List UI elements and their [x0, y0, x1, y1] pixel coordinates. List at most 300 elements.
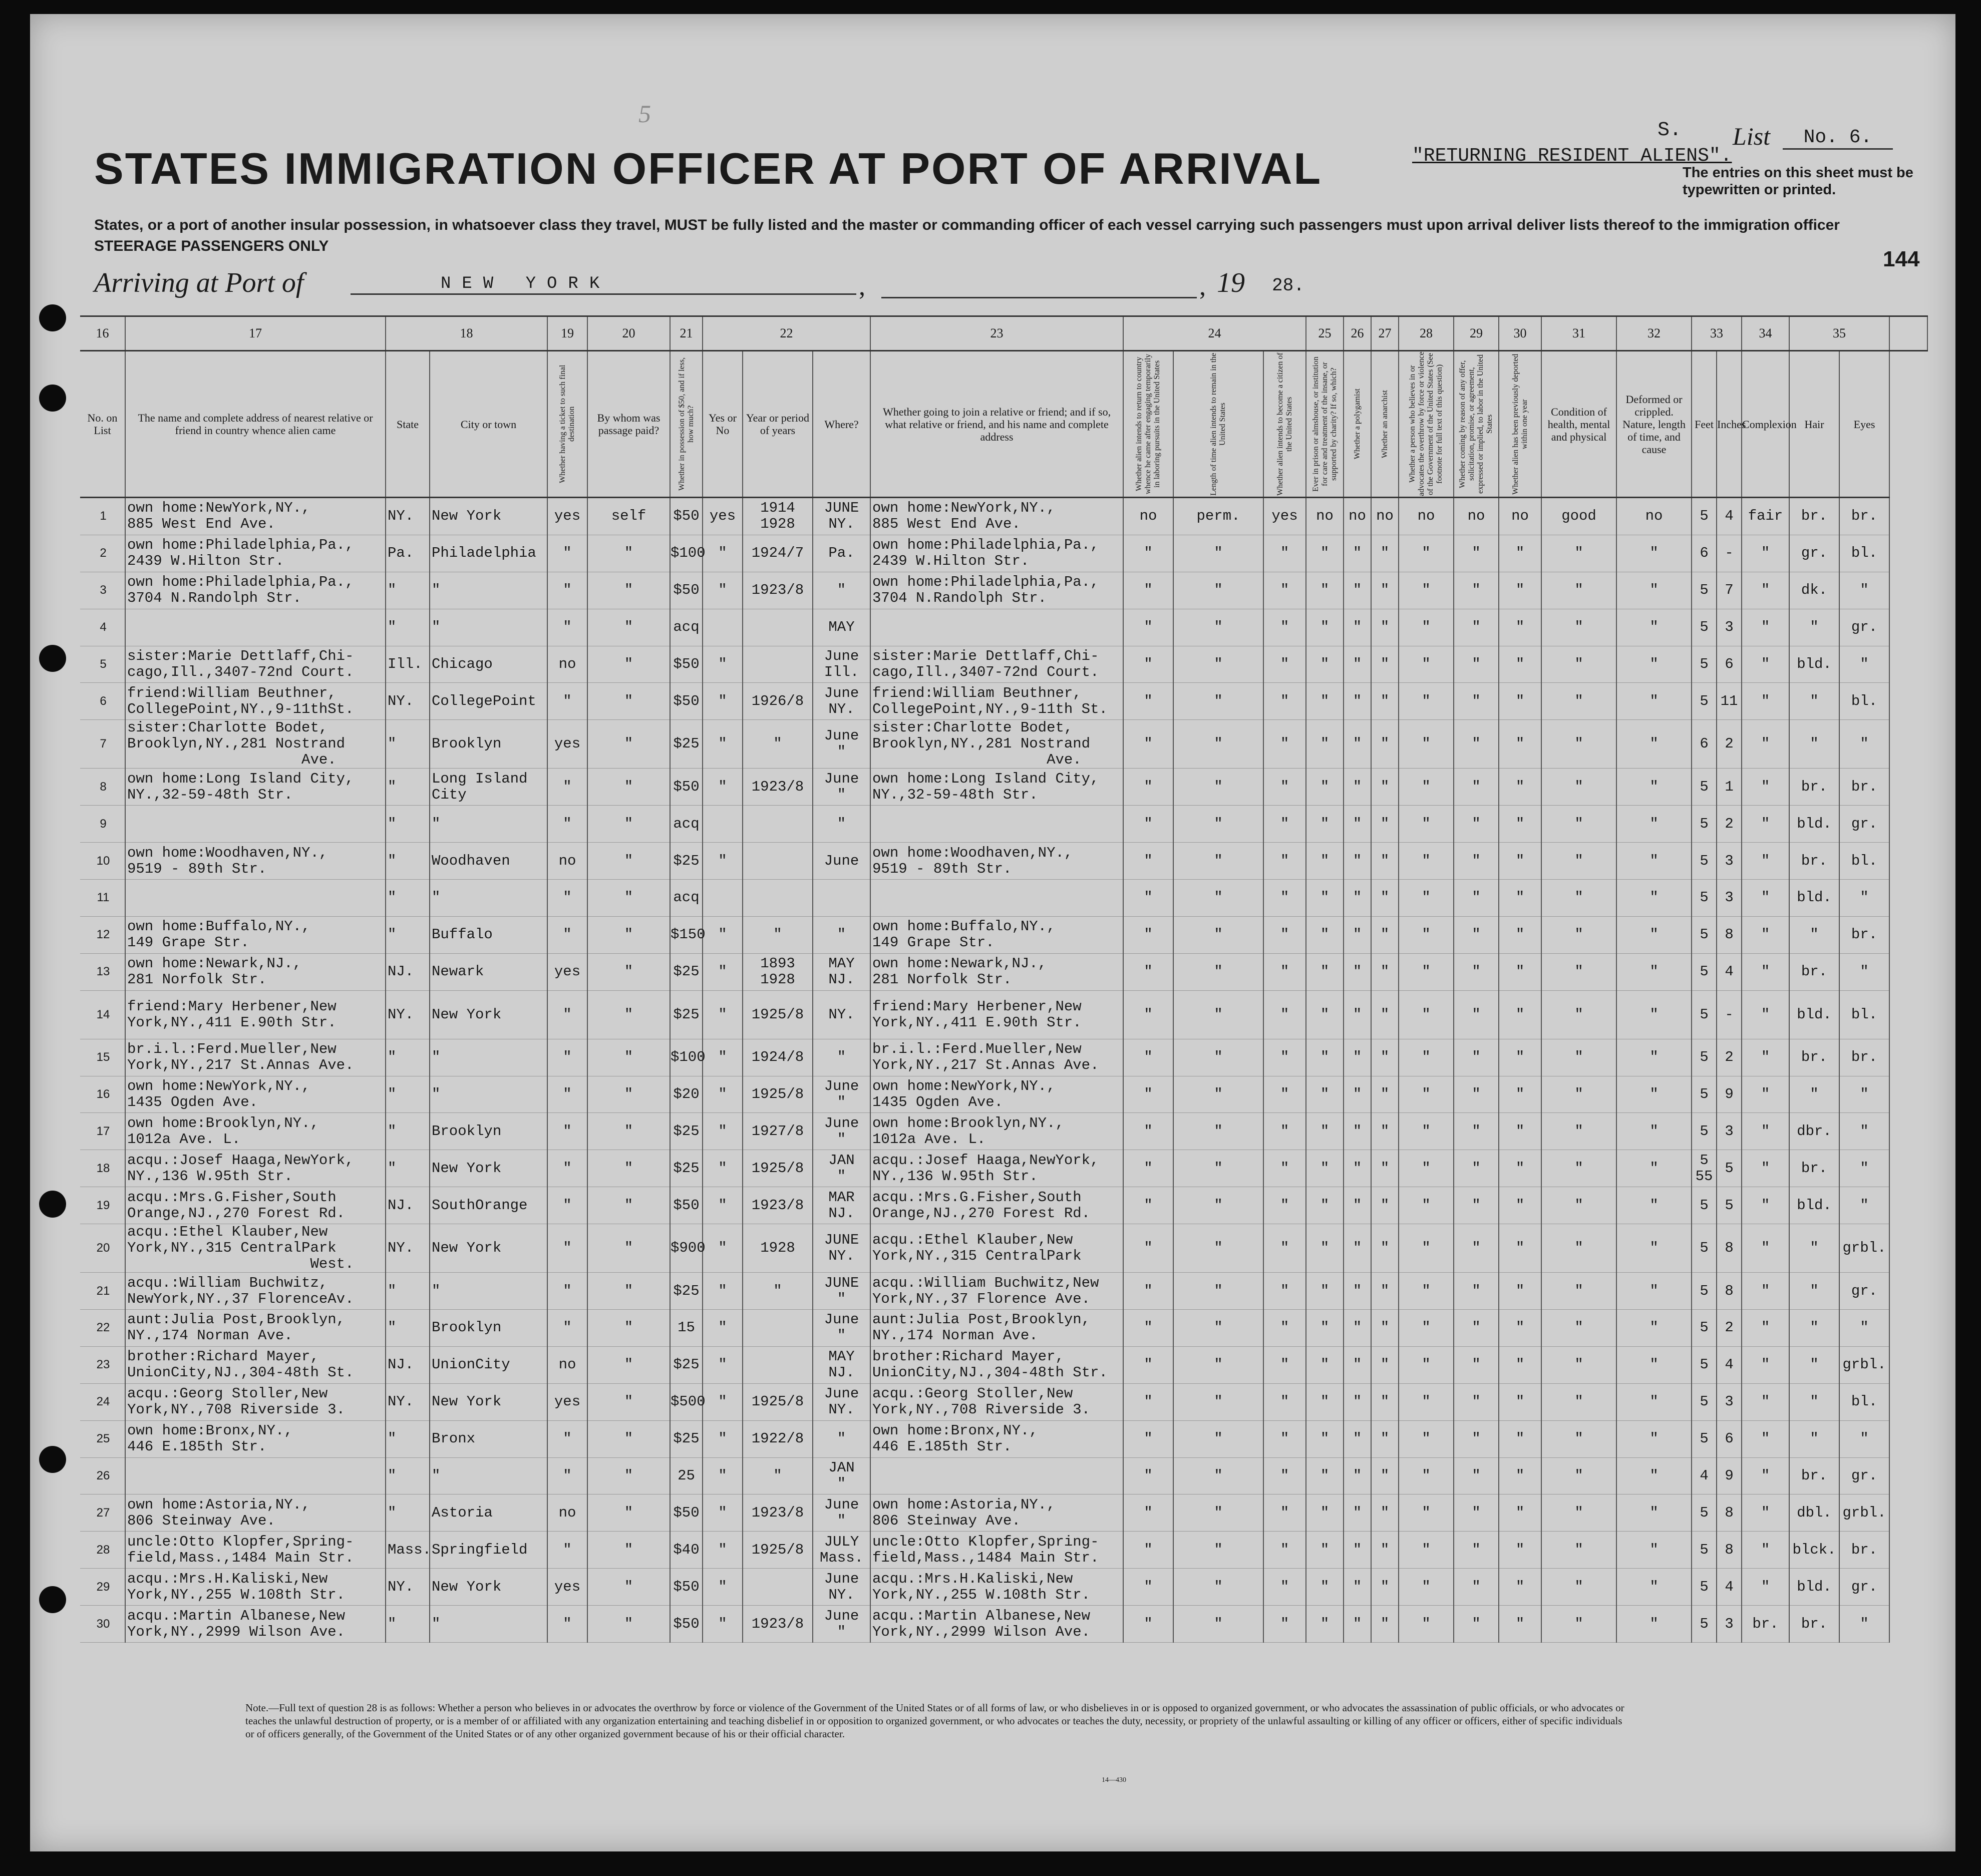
health-cell: " [1541, 990, 1616, 1039]
before-cell: " [703, 1113, 743, 1150]
purpose-return-cell: " [1123, 916, 1173, 953]
manifest-row [80, 1420, 1927, 1457]
purpose-return-cell: " [1123, 572, 1173, 609]
manifest-row [80, 683, 1927, 720]
state-cell: " [386, 1494, 430, 1532]
city-cell: " [430, 609, 547, 646]
prison-cell: " [1306, 572, 1344, 609]
binder-hole [39, 304, 66, 331]
nearest-relative-cell: own home:Buffalo,NY., 149 Grape Str. [125, 916, 386, 953]
q29-cell: " [1454, 1346, 1499, 1383]
manifest-row [80, 720, 1927, 769]
purpose-return-cell: " [1123, 1457, 1173, 1494]
purpose-return-cell: " [1123, 1310, 1173, 1347]
list-number-cell: 17 [80, 1113, 125, 1150]
complexion-cell: " [1742, 880, 1789, 917]
polygamist-cell: " [1344, 1310, 1371, 1347]
q28-cell: " [1399, 769, 1454, 806]
purpose-return-cell: no [1123, 498, 1173, 535]
q29-cell: " [1454, 1569, 1499, 1606]
ticket-cell: " [547, 609, 587, 646]
year-cell: 1926/8 [743, 683, 813, 720]
q28-header [1399, 351, 1454, 498]
anarchist-cell: " [1371, 990, 1399, 1039]
q28-cell: " [1399, 1420, 1454, 1457]
health-cell: " [1541, 1383, 1616, 1420]
passage-paid-cell: " [587, 990, 670, 1039]
passage-paid-cell: " [587, 1457, 670, 1494]
year-cell: 1924/7 [743, 535, 813, 572]
health-cell: " [1541, 535, 1616, 572]
inches-cell: 3 [1717, 1606, 1742, 1643]
polygamist-cell: " [1344, 1420, 1371, 1457]
polygamist-cell: " [1344, 990, 1371, 1039]
q29-cell: " [1454, 1420, 1499, 1457]
purpose-length-cell: " [1173, 646, 1263, 683]
complexion-cell: " [1742, 1569, 1789, 1606]
complexion-cell: " [1742, 806, 1789, 843]
money-cell: $500 [670, 1383, 703, 1420]
state-cell: " [386, 1606, 430, 1643]
purpose-citizen-cell: " [1263, 646, 1306, 683]
health-header: Condition of health, mental and physical [1541, 351, 1616, 498]
q28-cell: " [1399, 1494, 1454, 1532]
deformed-cell: " [1616, 990, 1692, 1039]
deformed-cell: " [1616, 535, 1692, 572]
hair-cell: " [1789, 609, 1839, 646]
prison-cell: " [1306, 1420, 1344, 1457]
before-cell: " [703, 683, 743, 720]
join-relative-cell: own home:NewYork,NY., 885 West End Ave. [870, 498, 1123, 535]
join-relative-cell: friend:Mary Herbener,New York,NY.,411 E.90th Str. [870, 990, 1123, 1039]
hair-cell: br. [1789, 498, 1839, 535]
prison-cell: " [1306, 806, 1344, 843]
q28-cell: " [1399, 1383, 1454, 1420]
comma: , [1199, 272, 1206, 301]
inches-cell: 3 [1717, 1383, 1742, 1420]
prison-cell: " [1306, 1383, 1344, 1420]
inches-cell: 3 [1717, 609, 1742, 646]
health-cell: " [1541, 806, 1616, 843]
q29-cell: " [1454, 1494, 1499, 1532]
join-relative-cell: own home:Buffalo,NY., 149 Grape Str. [870, 916, 1123, 953]
arriving-label: Arriving at Port of [94, 267, 304, 298]
passage-paid-cell: " [587, 916, 670, 953]
city-cell: Astoria [430, 1494, 547, 1532]
state-cell: NJ. [386, 1187, 430, 1224]
inches-cell: 8 [1717, 1273, 1742, 1310]
health-cell: " [1541, 609, 1616, 646]
polygamist-cell: " [1344, 843, 1371, 880]
where-cell: Pa. [813, 535, 870, 572]
feet-cell: 5 [1692, 1310, 1717, 1347]
before-cell: " [703, 1494, 743, 1532]
prison-cell: " [1306, 1076, 1344, 1113]
money-cell: acq [670, 880, 703, 917]
purpose-citizen-cell: " [1263, 1457, 1306, 1494]
prison-cell: " [1306, 720, 1344, 769]
hair-cell: br. [1789, 769, 1839, 806]
q29-cell: " [1454, 1383, 1499, 1420]
hair-cell: " [1789, 1076, 1839, 1113]
list-number-cell: 20 [80, 1224, 125, 1273]
feet-cell: 6 [1692, 535, 1717, 572]
eyes-cell: " [1839, 880, 1889, 917]
q29-cell: " [1454, 1273, 1499, 1310]
eyes-cell: gr. [1839, 1569, 1889, 1606]
before-cell: " [703, 1150, 743, 1187]
purpose-return-cell: " [1123, 1606, 1173, 1643]
purpose-citizen-cell: " [1263, 535, 1306, 572]
q30-cell: " [1499, 843, 1541, 880]
feet-cell: 5 [1692, 1494, 1717, 1532]
hair-cell: " [1789, 720, 1839, 769]
polygamist-cell: " [1344, 953, 1371, 990]
purpose-return-header-text: Whether alien intends to return to country whence he came after engaging temporarily in laboring pursuits in the United States [1135, 353, 1162, 495]
ticket-cell: " [547, 1113, 587, 1150]
before-cell: " [703, 535, 743, 572]
complexion-cell: " [1742, 916, 1789, 953]
ticket-cell: " [547, 1076, 587, 1113]
prison-header [1306, 351, 1344, 498]
nearest-relative-cell: aunt:Julia Post,Brooklyn, NY.,174 Norman Ave. [125, 1310, 386, 1347]
binder-hole [39, 645, 66, 672]
manifest-row [80, 1569, 1927, 1606]
purpose-length-cell: " [1173, 1383, 1263, 1420]
inches-cell: 8 [1717, 916, 1742, 953]
where-cell: " [813, 806, 870, 843]
deformed-cell: " [1616, 720, 1692, 769]
nearest-relative-cell: acqu.:Josef Haaga,NewYork, NY.,136 W.95th Str. [125, 1150, 386, 1187]
feet-cell: 5 [1692, 646, 1717, 683]
passage-paid-cell: " [587, 1606, 670, 1643]
nearest-relative-cell: own home:Philadelphia,Pa., 2439 W.Hilton Str. [125, 535, 386, 572]
health-cell: " [1541, 1224, 1616, 1273]
inches-cell: - [1717, 535, 1742, 572]
before-cell: " [703, 1532, 743, 1569]
where-cell: MAY NJ. [813, 953, 870, 990]
year-cell [743, 843, 813, 880]
purpose-citizen-cell: " [1263, 880, 1306, 917]
anarchist-cell: " [1371, 769, 1399, 806]
nearest-relative-cell: acqu.:Ethel Klauber,New York,NY.,315 CentralPark West. [125, 1224, 386, 1273]
money-cell: $25 [670, 1150, 703, 1187]
column-number: 22 [703, 316, 870, 351]
join-relative-cell: own home:Bronx,NY., 446 E.185th Str. [870, 1420, 1123, 1457]
q29-cell: " [1454, 880, 1499, 917]
complexion-cell: " [1742, 1224, 1789, 1273]
complexion-cell: " [1742, 990, 1789, 1039]
polygamist-cell: " [1344, 1273, 1371, 1310]
feet-cell: 5 [1692, 843, 1717, 880]
deformed-cell: " [1616, 1273, 1692, 1310]
city-cell: New York [430, 1569, 547, 1606]
column-number: 20 [587, 316, 670, 351]
hair-cell: " [1789, 1310, 1839, 1347]
q30-cell: " [1499, 1457, 1541, 1494]
deformed-cell: " [1616, 1532, 1692, 1569]
purpose-return-cell: " [1123, 953, 1173, 990]
polygamist-cell: " [1344, 1494, 1371, 1532]
purpose-length-cell: " [1173, 1150, 1263, 1187]
state-cell: " [386, 609, 430, 646]
city-cell: New York [430, 498, 547, 535]
q30-cell: " [1499, 1532, 1541, 1569]
purpose-length-cell: " [1173, 1076, 1263, 1113]
feet-cell: 5 [1692, 572, 1717, 609]
where-cell: NY. [813, 990, 870, 1039]
eyes-cell: " [1839, 953, 1889, 990]
purpose-return-cell: " [1123, 769, 1173, 806]
manifest-row [80, 1150, 1927, 1187]
hair-cell: " [1789, 1420, 1839, 1457]
deformed-cell: " [1616, 806, 1692, 843]
purpose-length-cell: " [1173, 953, 1263, 990]
q29-cell: " [1454, 769, 1499, 806]
column-number: 25 [1306, 316, 1344, 351]
manifest-row [80, 1310, 1927, 1347]
column-number: 21 [670, 316, 703, 351]
state-cell: " [386, 880, 430, 917]
feet-cell: 5 55 [1692, 1150, 1717, 1187]
stamp-number: 5 [638, 100, 651, 128]
before-cell: " [703, 572, 743, 609]
purpose-return-cell: " [1123, 1420, 1173, 1457]
money-cell: acq [670, 806, 703, 843]
nearest-relative-cell: own home:Long Island City, NY.,32-59-48th Str. [125, 769, 386, 806]
q28-cell: " [1399, 843, 1454, 880]
where-cell: June Ill. [813, 646, 870, 683]
hair-cell: bld. [1789, 1187, 1839, 1224]
feet-cell: 5 [1692, 1346, 1717, 1383]
inches-cell: 7 [1717, 572, 1742, 609]
purpose-return-cell: " [1123, 806, 1173, 843]
polygamist-cell: " [1344, 720, 1371, 769]
passage-paid-cell: " [587, 769, 670, 806]
before-cell: " [703, 1273, 743, 1310]
anarchist-cell: " [1371, 1039, 1399, 1076]
list-number-cell: 22 [80, 1310, 125, 1347]
purpose-citizen-cell: " [1263, 683, 1306, 720]
health-cell: " [1541, 683, 1616, 720]
eyes-cell: bl. [1839, 683, 1889, 720]
purpose-length-cell: " [1173, 1273, 1263, 1310]
eyes-cell: br. [1839, 498, 1889, 535]
prison-cell: " [1306, 683, 1344, 720]
nearest-relative-cell: sister:Marie Dettlaff,Chi- cago,Ill.,3407-72nd Court. [125, 646, 386, 683]
typewritten-instructions: The entries on this sheet must be typewritten or printed. [1683, 165, 1913, 198]
anarchist-cell: " [1371, 1383, 1399, 1420]
list-number-cell: 23 [80, 1346, 125, 1383]
column-number: 19 [547, 316, 587, 351]
anarchist-cell: " [1371, 1113, 1399, 1150]
passage-paid-cell: " [587, 1039, 670, 1076]
passage-paid-cell: " [587, 1310, 670, 1347]
q29-cell: " [1454, 1310, 1499, 1347]
q30-cell: " [1499, 953, 1541, 990]
manifest-row [80, 806, 1927, 843]
prison-cell: " [1306, 769, 1344, 806]
manifest-row [80, 1532, 1927, 1569]
year-cell: 1923/8 [743, 1606, 813, 1643]
state-cell: NY. [386, 990, 430, 1039]
purpose-citizen-cell: " [1263, 1039, 1306, 1076]
where-cell: June NY. [813, 1569, 870, 1606]
ticket-cell: yes [547, 720, 587, 769]
manifest-row [80, 646, 1927, 683]
money-cell: $25 [670, 990, 703, 1039]
deformed-cell: " [1616, 1494, 1692, 1532]
state-cell: " [386, 1457, 430, 1494]
nearest-relative-cell: friend:Mary Herbener,New York,NY.,411 E.90th Str. [125, 990, 386, 1039]
column-number: 16 [80, 316, 125, 351]
before-cell: " [703, 646, 743, 683]
year-cell [743, 1569, 813, 1606]
health-cell: " [1541, 1346, 1616, 1383]
where-cell: " [813, 572, 870, 609]
feet-cell: 5 [1692, 609, 1717, 646]
anarchist-cell: " [1371, 1273, 1399, 1310]
state-cell: " [386, 1273, 430, 1310]
feet-cell: 6 [1692, 720, 1717, 769]
where-header: Where? [813, 351, 870, 498]
city-cell: New York [430, 1383, 547, 1420]
list-number-cell: 11 [80, 880, 125, 917]
state-cell: " [386, 1150, 430, 1187]
list-number-cell: 1 [80, 498, 125, 535]
deformed-cell: " [1616, 953, 1692, 990]
complexion-cell: " [1742, 1039, 1789, 1076]
eyes-cell: grbl. [1839, 1346, 1889, 1383]
inches-cell: 4 [1717, 953, 1742, 990]
passage-paid-cell: " [587, 1187, 670, 1224]
question-28-footnote: Note.—Full text of question 28 is as follows: Whether a person who believes in or advocates the overthrow by force or violence of the Government of the United States or of all forms of law, or who disbelieves in or is opposed to organized government, or who advocates the assassination of public officials, or who advocates or teaches the unlawful destruction of property, or is a member of or affiliated with any organization entertaining and teaching disbelief in or opposition to organized government, or who advocates or teaches the duty, necessity, or propriety of the unlawful assaulting or killing of any officer or officers, either of specific individuals or of officers generally, of the Government of the United States or of any other organized government because of his or their official character. [245, 1702, 1624, 1740]
q29-cell: " [1454, 1113, 1499, 1150]
passage-paid-cell: " [587, 1420, 670, 1457]
inches-cell: 8 [1717, 1532, 1742, 1569]
anarchist-cell: " [1371, 1187, 1399, 1224]
nearest-relative-cell [125, 1457, 386, 1494]
column-number-row [80, 316, 1927, 351]
city-cell: UnionCity [430, 1346, 547, 1383]
year-cell: 1922/8 [743, 1420, 813, 1457]
eyes-cell: br. [1839, 1532, 1889, 1569]
inches-cell: 4 [1717, 1569, 1742, 1606]
anarchist-cell: " [1371, 572, 1399, 609]
year-cell: 1923/8 [743, 1494, 813, 1532]
port-field: NEW YORK [351, 274, 856, 295]
join-relative-cell [870, 806, 1123, 843]
where-cell: June " [813, 1606, 870, 1643]
purpose-citizen-cell: " [1263, 1383, 1306, 1420]
eyes-cell: gr. [1839, 609, 1889, 646]
inches-cell: 11 [1717, 683, 1742, 720]
deformed-cell: " [1616, 1076, 1692, 1113]
q30-cell: " [1499, 1310, 1541, 1347]
year-cell: " [743, 1273, 813, 1310]
state-cell: Ill. [386, 646, 430, 683]
feet-cell: 5 [1692, 1420, 1717, 1457]
polygamist-header-text: Whether a polygamist [1353, 389, 1362, 460]
complexion-cell: " [1742, 1076, 1789, 1113]
join-relative-header: Whether going to join a relative or friend; and if so, what relative or friend, and his name and complete address [870, 351, 1123, 498]
passage-paid-cell: self [587, 498, 670, 535]
column-number: 31 [1541, 316, 1616, 351]
prison-cell: " [1306, 609, 1344, 646]
complexion-cell: " [1742, 1346, 1789, 1383]
eyes-cell: " [1839, 1150, 1889, 1187]
where-cell: JULY Mass. [813, 1532, 870, 1569]
feet-cell: 5 [1692, 1606, 1717, 1643]
eyes-cell: gr. [1839, 1273, 1889, 1310]
deformed-cell: " [1616, 843, 1692, 880]
feet-cell: 5 [1692, 1187, 1717, 1224]
purpose-return-cell: " [1123, 1187, 1173, 1224]
where-cell: MAY NJ. [813, 1346, 870, 1383]
inches-cell: 3 [1717, 880, 1742, 917]
eyes-cell: br. [1839, 916, 1889, 953]
anarchist-cell: " [1371, 535, 1399, 572]
hair-cell: " [1789, 1383, 1839, 1420]
hair-cell: gr. [1789, 535, 1839, 572]
passage-paid-cell: " [587, 646, 670, 683]
prison-cell: " [1306, 1494, 1344, 1532]
q30-cell: " [1499, 720, 1541, 769]
before-cell: " [703, 1420, 743, 1457]
year-cell: " [743, 1457, 813, 1494]
q29-cell: " [1454, 1606, 1499, 1643]
purpose-length-cell: " [1173, 843, 1263, 880]
purpose-return-cell: " [1123, 1039, 1173, 1076]
complexion-cell: " [1742, 1150, 1789, 1187]
complexion-cell: " [1742, 1420, 1789, 1457]
header-instruction-line: States, or a port of another insular possession, in whatsoever class they travel, MUST be fully listed and the master or commanding officer of each vessel carrying such passengers must upon arrival deliver lists thereof to the immigration officer [94, 217, 1840, 233]
passage-paid-cell: " [587, 806, 670, 843]
q28-cell: " [1399, 1346, 1454, 1383]
eyes-header: Eyes [1839, 351, 1889, 498]
passage-paid-cell: " [587, 1532, 670, 1569]
purpose-return-cell: " [1123, 1273, 1173, 1310]
purpose-length-cell: " [1173, 1457, 1263, 1494]
q28-cell: " [1399, 1273, 1454, 1310]
purpose-return-cell: " [1123, 1150, 1173, 1187]
eyes-cell: grbl. [1839, 1224, 1889, 1273]
hair-cell: " [1789, 1224, 1839, 1273]
column-number: 32 [1616, 316, 1692, 351]
date-field [881, 297, 1197, 298]
deformed-header: Deformed or crippled. Nature, length of time, and cause [1616, 351, 1692, 498]
year-cell [743, 646, 813, 683]
anarchist-cell: " [1371, 916, 1399, 953]
state-cell: NY. [386, 1224, 430, 1273]
q30-cell: " [1499, 806, 1541, 843]
state-cell: " [386, 1420, 430, 1457]
where-cell: JAN " [813, 1150, 870, 1187]
q28-cell: " [1399, 720, 1454, 769]
purpose-length-cell: " [1173, 609, 1263, 646]
purpose-return-cell: " [1123, 683, 1173, 720]
deformed-cell: " [1616, 609, 1692, 646]
passage-paid-cell: " [587, 1494, 670, 1532]
list-number-cell: 2 [80, 535, 125, 572]
money-cell: $50 [670, 769, 703, 806]
ticket-cell: " [547, 572, 587, 609]
nearest-relative-cell: br.i.l.:Ferd.Mueller,New York,NY.,217 St.Annas Ave. [125, 1039, 386, 1076]
purpose-length-cell: " [1173, 1532, 1263, 1569]
class-mark: S. [1658, 119, 1682, 142]
yes-no-header: Yes or No [703, 351, 743, 498]
purpose-length-cell: " [1173, 1569, 1263, 1606]
